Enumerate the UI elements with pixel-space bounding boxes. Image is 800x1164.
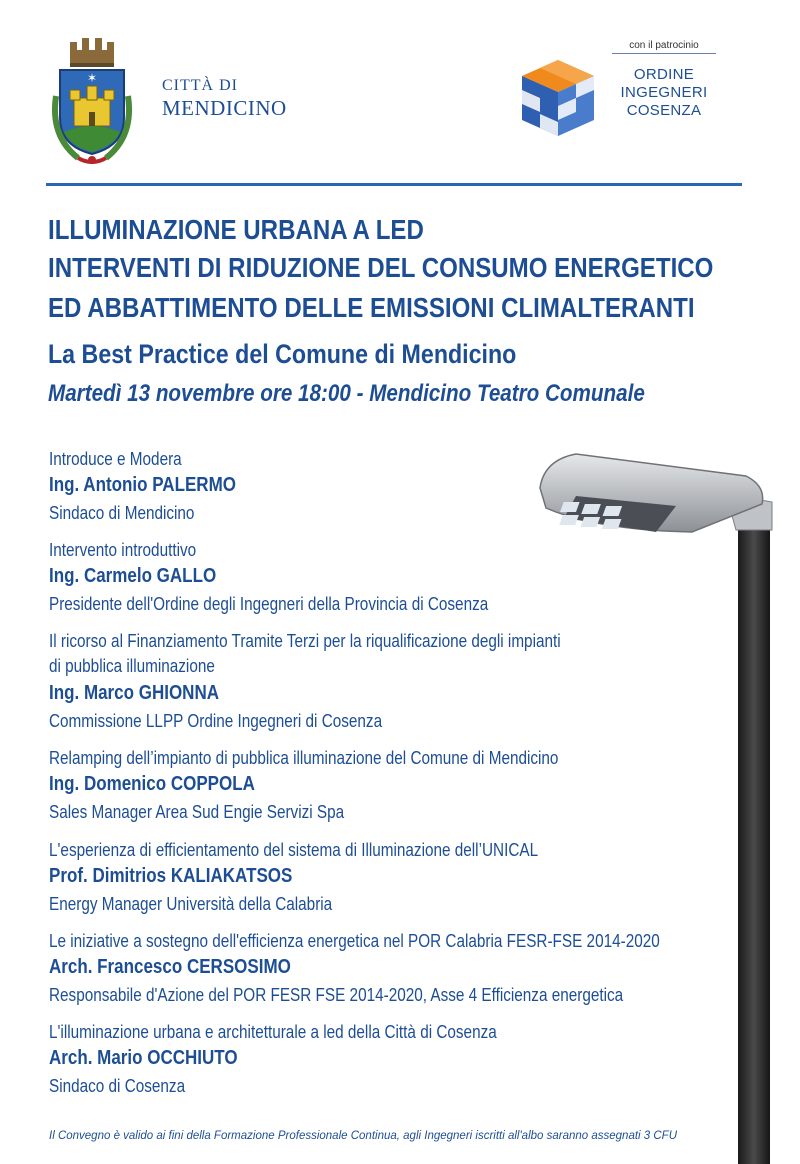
session-1-role: Sindaco di Mendicino [49, 503, 195, 523]
session-7-speaker: Arch. Mario OCCHIUTO [49, 1047, 238, 1069]
session-5-intro: L'esperienza di efficientamento del sistema di Illuminazione dell’UNICAL [49, 840, 539, 860]
session-4-intro: Relamping dell’impianto di pubblica illuminazione del Comune di Mendicino [49, 748, 559, 768]
session-4-speaker: Ing. Domenico COPPOLA [49, 773, 255, 795]
session-7-intro: L'illuminazione urbana e architetturale a led della Città di Cosenza [49, 1022, 497, 1042]
session-2-speaker: Ing. Carmelo GALLO [49, 565, 217, 587]
coat-of-arms-icon [48, 36, 136, 170]
title-line-3: ED ABBATTIMENTO DELLE EMISSIONI CLIMALTERANTI [48, 292, 695, 323]
title-line-2: INTERVENTI DI RIDUZIONE DEL CONSUMO ENERGETICO [48, 252, 714, 283]
patronage-divider [612, 53, 716, 54]
subtitle: La Best Practice del Comune di Mendicino [48, 339, 517, 369]
city-line-2: MENDICINO [162, 96, 287, 120]
session-3-role: Commissione LLPP Ordine Ingegneri di Cosenza [49, 711, 383, 731]
engineers-order-cube-logo-icon [516, 56, 600, 140]
order-line-2: INGEGNERI [620, 84, 708, 101]
session-2-intro: Intervento introduttivo [49, 540, 197, 560]
svg-text:✶: ✶ [86, 71, 98, 85]
session-7-role: Sindaco di Cosenza [49, 1076, 186, 1096]
session-1-speaker: Ing. Antonio PALERMO [49, 474, 236, 496]
footer-note: Il Convegno è valido ai fini della Formazione Professionale Continua, agli Ingegneri iscritti all'albo saranno assegnati 3 CFU [49, 1130, 678, 1142]
session-2-role: Presidente dell'Ordine degli Ingegneri della Provincia di Cosenza [49, 594, 489, 614]
patronage-label: con il patrocinio [629, 40, 699, 51]
session-1-intro: Introduce e Modera [49, 449, 182, 469]
event-date: Martedì 13 novembre ore 18:00 - Mendicino Teatro Comunale [48, 380, 645, 407]
order-line-1: ORDINE [633, 66, 695, 83]
session-4-role: Sales Manager Area Sud Engie Servizi Spa [49, 802, 345, 822]
order-line-3: COSENZA [626, 102, 702, 119]
title-line-1: ILLUMINAZIONE URBANA A LED [48, 214, 424, 245]
session-6-role: Responsabile d'Azione del POR FESR FSE 2014-2020, Asse 4 Efficienza energetica [49, 985, 624, 1005]
street-lamp-icon [536, 446, 776, 1164]
session-3-intro-continued: di pubblica illuminazione [49, 656, 215, 676]
city-line-1: CITTÀ DI [162, 77, 238, 94]
session-5-speaker: Prof. Dimitrios KALIAKATSOS [49, 865, 293, 887]
city-name [162, 76, 287, 120]
engineers-order-name [606, 66, 722, 120]
session-3-intro: Il ricorso al Finanziamento Tramite Terzi per la riqualificazione degli impianti [49, 631, 561, 651]
session-3-speaker: Ing. Marco GHIONNA [49, 682, 220, 704]
session-6-speaker: Arch. Francesco CERSOSIMO [49, 956, 291, 978]
header-divider [46, 183, 742, 186]
session-5-role: Energy Manager Università della Calabria [49, 894, 333, 914]
session-6-intro: Le iniziative a sostegno dell'efficienza energetica nel POR Calabria FESR-FSE 2014-2020 [49, 931, 660, 951]
